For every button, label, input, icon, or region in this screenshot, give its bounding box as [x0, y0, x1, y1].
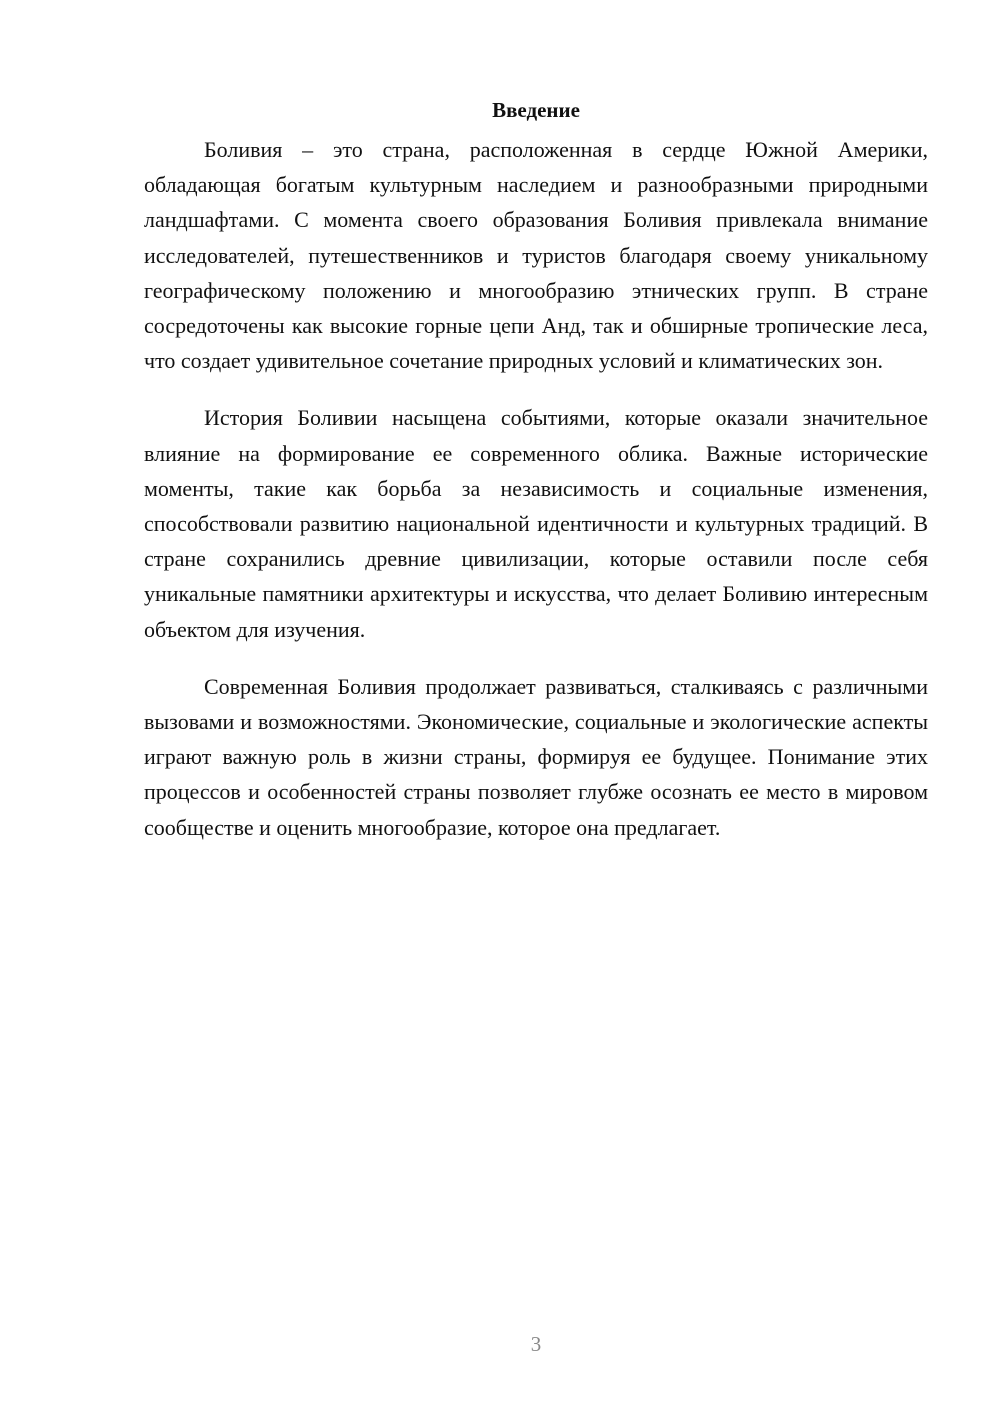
paragraph-3: Современная Боливия продолжает развиваться, сталкиваясь с различными вызовами и возможностями. Экономические, социальные и экологические аспекты играют важную роль в жизни страны, формируя ее будущее. Понимание этих процессов и особенностей страны позволяет глубже осознать ее место в мировом сообществе и оценить многообразие, которое она предлагает. [144, 673, 928, 840]
paragraph-1: Боливия – это страна, расположенная в сердце Южной Америки, обладающая богатым культурным наследием и разнообразными природными ландшафтами. С момента своего образования Боливия привлекала внимание исследователей, путешественников и туристов благодаря своему уникальному географическому положению и многообразию этнических групп. В стране сосредоточены как высокие горные цепи Анд, так и обширные тропические леса, что создает удивительное сочетание природных условий и климатических зон. [144, 137, 928, 374]
page-content [144, 92, 928, 867]
page-number: 3 [530, 1332, 542, 1356]
section-title: Введение [492, 98, 580, 122]
paragraph-2: История Боливии насыщена событиями, которые оказали значительное влияние на формирование ее современного облика. Важные исторические моменты, такие как борьба за независимость и социальные изменения, способствовали развитию национальной идентичности и культурных традиций. В стране сохранились древние цивилизации, которые оставили после себя уникальные памятники архитектуры и искусства, что делает Боливию интересным объектом для изучения. [144, 405, 928, 642]
